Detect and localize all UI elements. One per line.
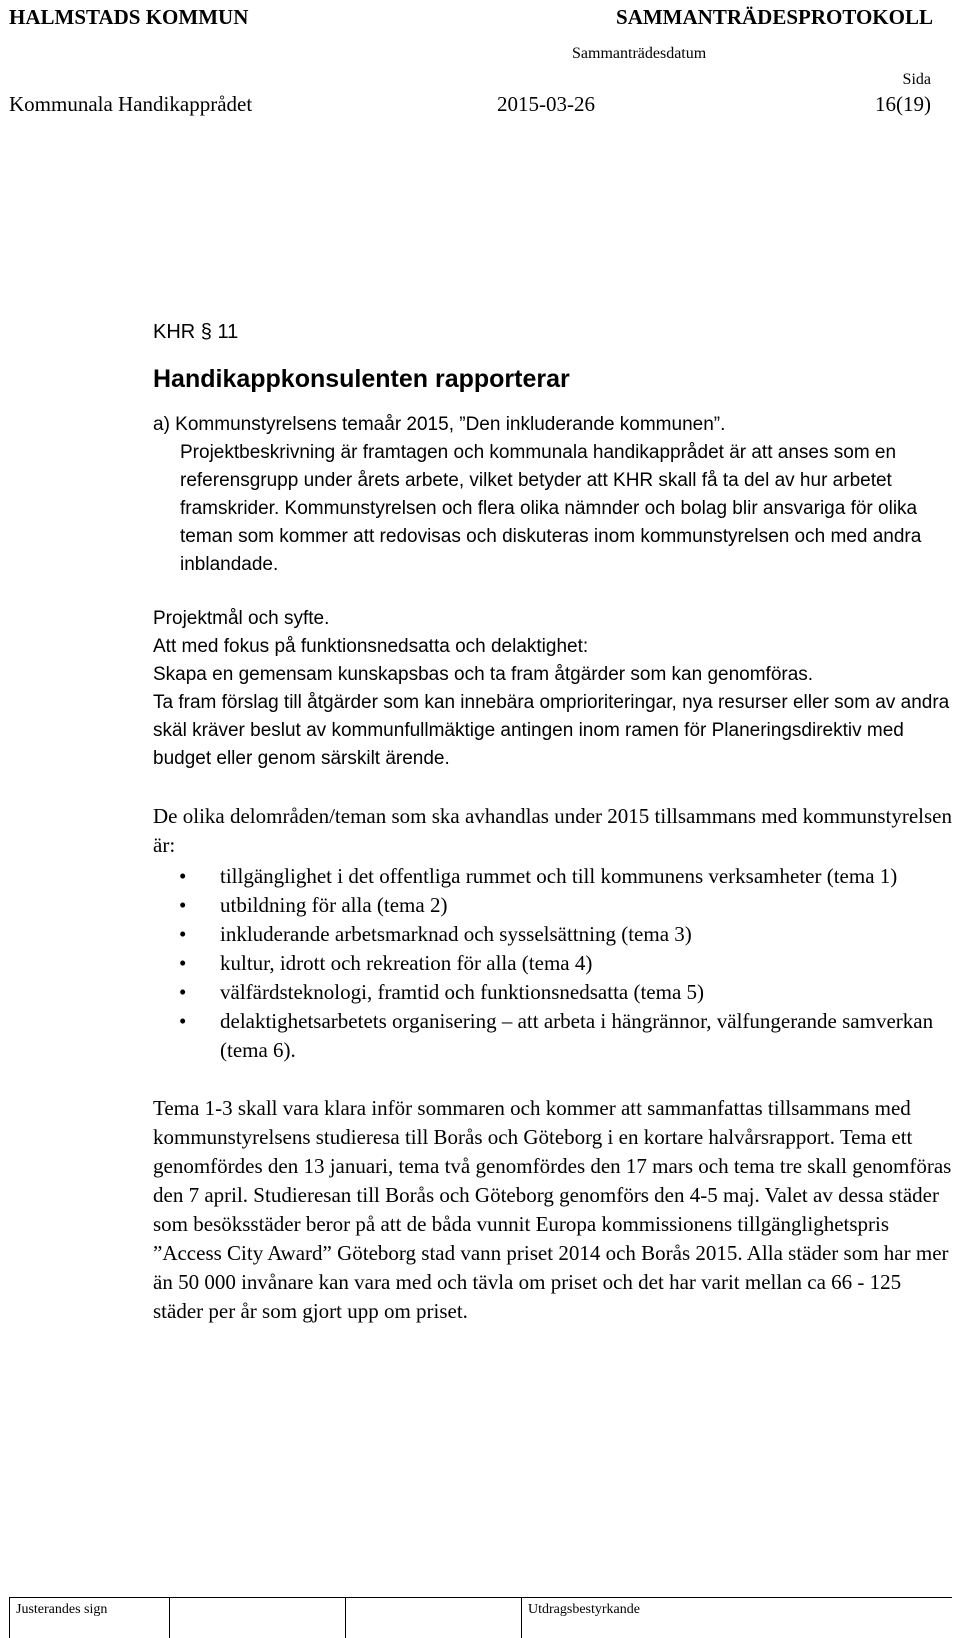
list-item: • tillgänglighet i det offentliga rummet och till kommunens verksamheter (tema 1) xyxy=(153,862,953,891)
utdragsbestyrkande-cell xyxy=(522,1598,952,1638)
list-item: • delaktighetsarbetets organisering – att arbeta i hängrännor, välfungerande samverkan (tema 6). xyxy=(153,1007,953,1065)
item-a-heading: a) Kommunstyrelsens temaår 2015, ”Den inkluderande kommunen”. xyxy=(153,414,726,435)
justerandes-sign-cell xyxy=(10,1598,170,1638)
list-item: • välfärdsteknologi, framtid och funktionsnedsatta (tema 5) xyxy=(153,978,953,1007)
themes-list xyxy=(153,862,953,1065)
protocol-body xyxy=(153,318,953,1326)
page-label: Sida xyxy=(902,71,931,88)
list-item: • inkluderande arbetsmarknad och sysselsättning (tema 3) xyxy=(153,920,953,949)
committee-name: Kommunala Handikapprådet xyxy=(9,92,253,116)
signature-cell xyxy=(346,1598,522,1638)
list-item: • kultur, idrott och rekreation för alla (tema 4) xyxy=(153,949,953,978)
closing-paragraph: Tema 1-3 skall vara klara inför sommaren och kommer att sammanfattas tillsammans med kommunstyrelsens studieresa till Borås och Göteborg i en kortare halvårsrapport. Tema ett genomfördes den 13 januari, tema två genomfördes den 17 mars och tema tre skall genomföras den 7 april. Studieresan till Borås och Göteborg genomförs den 4-5 maj. Valet av dessa städer som besöksstäder beror på att de båda vunnit Europa kommissionens tillgänglighetspris ”Access City Award” Göteborg stad vann priset 2014 och Borås 2015. Alla städer som har mer än 50 000 invånare kan vara med och tävla om priset och det har varit mellan ca 66 - 125 städer per år som gjort upp om priset. xyxy=(153,1096,952,1323)
justerandes-sign-label: Justerandes sign xyxy=(16,1602,108,1617)
date-label: Sammanträdesdatum xyxy=(572,45,707,62)
goal-heading: Projektmål och syfte. xyxy=(153,608,330,629)
paragraph-reference: KHR § 11 xyxy=(153,321,239,343)
themes-intro: De olika delområden/teman som ska avhandlas under 2015 tillsammans med kommunstyrelsen är: xyxy=(153,804,952,857)
signature-footer xyxy=(9,1597,952,1638)
list-item: • utbildning för alla (tema 2) xyxy=(153,891,953,920)
signature-cell xyxy=(170,1598,346,1638)
section-title: Handikappkonsulenten rapporterar xyxy=(153,365,570,393)
meeting-date: 2015-03-26 xyxy=(497,92,595,116)
goal-line: Ta fram förslag till åtgärder som kan innebära omprioriteringar, nya resurser eller som av andra skäl kräver beslut av kommunfullmäktige antingen inom ramen för Planeringsdirektiv med budget eller genom särskilt ärende. xyxy=(153,692,950,769)
goal-line: Skapa en gemensam kunskapsbas och ta fram åtgärder som kan genomföras. xyxy=(153,664,814,685)
document-type: SAMMANTRÄDESPROTOKOLL xyxy=(616,5,933,29)
utdragsbestyrkande-label: Utdragsbestyrkande xyxy=(528,1602,640,1617)
goal-line: Att med fokus på funktionsnedsatta och delaktighet: xyxy=(153,636,589,657)
organization-name: HALMSTADS KOMMUN xyxy=(9,5,249,29)
page-number: 16(19) xyxy=(875,92,931,116)
item-a-body: Projektbeskrivning är framtagen och kommunala handikapprådet är att anses som en referensgrupp under årets arbete, vilket betyder att KHR skall få ta del av hur arbetet framskrider. Kommunstyrelsen och flera olika nämnder och bolag blir ansvariga för olika teman som kommer att redovisas och diskuteras inom kommunstyrelsen och med andra inblandade. xyxy=(180,442,922,575)
